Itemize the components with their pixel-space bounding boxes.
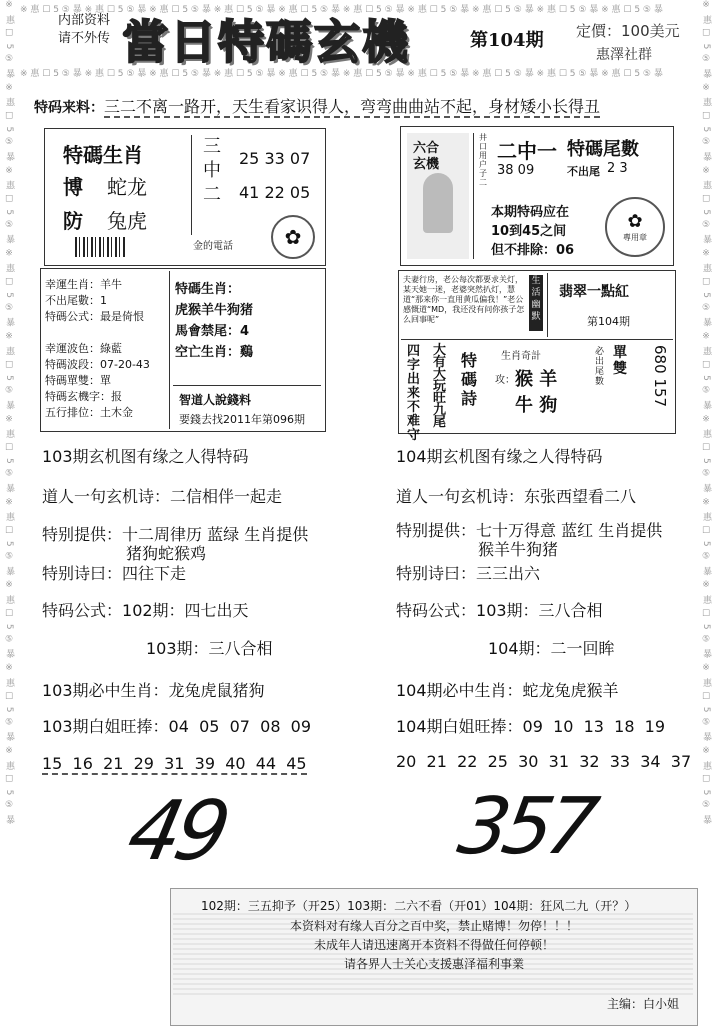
panel-a-sign: 金的電話 — [193, 241, 233, 252]
panel-c-line: 幸運生肖：羊牛 — [45, 278, 122, 291]
right-zodiac: 104期必中生肖：蛇龙兔虎猴羊 — [396, 681, 619, 700]
panel-b-tail-label: 不出尾 — [567, 165, 600, 178]
panel-d-story-tag: 生活幽默 — [529, 275, 543, 331]
panel-c-line: 五行排位：土木金 — [45, 406, 133, 419]
internal-notice-line2: 请不外传 — [57, 31, 110, 46]
left-formula-2: 103期：三八合相 — [146, 639, 273, 658]
left-special-label: 特别提供： — [42, 525, 123, 544]
price-label: 定價：100美元 — [576, 22, 680, 40]
left-nums — [42, 714, 311, 737]
right-special-poem: 特别诗曰：三三出六 — [396, 564, 541, 583]
panel-c-line: 特碼公式：最是倚恨 — [45, 310, 144, 323]
left-nums-1: 04 05 07 08 09 — [168, 717, 312, 736]
right-nums-2: 20 21 22 25 30 31 32 33 34 37 — [396, 752, 692, 771]
right-formula — [396, 598, 603, 621]
sage-figure-icon — [407, 133, 469, 259]
footer-box — [170, 888, 698, 1026]
panel-a-title: 特碼生肖 — [63, 143, 143, 167]
left-special-1: 十二周律历 蓝绿 生肖提供 — [122, 525, 309, 544]
panel-a-line2: 兔虎 — [107, 209, 147, 233]
panel-d-vert-1: 四字出来不难守 — [407, 344, 421, 443]
left-nums-label: 103期白姐旺捧： — [42, 717, 169, 736]
left-formula-label: 特码公式： — [42, 601, 123, 620]
panel-d-story: 夫妻行房，老公每次都要求关灯，某天她一迷，老婆突然扒灯，慧道“那来你一直用黄瓜偏我！”老公感慨道“MD，我还没有问你孩子怎么回事呢” — [403, 275, 525, 324]
right-nums — [396, 714, 665, 737]
internal-notice-line1: 内部资料 — [57, 13, 110, 28]
panel-c-line: 幸運波色：綠藍 — [45, 342, 122, 355]
right-special-1: 七十万得意 蓝红 生肖提供 — [476, 521, 663, 540]
panel-d-pick-label: 必出尾數 — [595, 347, 605, 387]
footer-notice-2: 未成年人请迅速离开本资料不得做任何停顿！ — [313, 938, 554, 952]
left-poem-head: 103期玄机图有缘之人得特码 — [42, 447, 249, 466]
right-special-2: 猴羊牛狗猪 — [478, 540, 559, 559]
right-poem-head: 104期玄机图有缘之人得特码 — [396, 447, 603, 466]
seal-label: 專用章 — [623, 233, 647, 242]
panel-d-zodiac-1: 猴 羊 — [515, 369, 558, 390]
panel-a-nums-row1: 25 33 07 — [239, 149, 311, 168]
panel-c-right-1: 特碼生肖： — [175, 282, 241, 297]
right-decor-strip: ※ 惠 ☐ 5 ⑤ 暴 ※ 惠 ☐ 5 ⑤ 暴 ※ 惠 ☐ 5 ⑤ 暴 ※ 惠 ☐ 5 ⑤ 暴 ※ 惠 ☐ 5 ⑤ 暴 ※ 惠 ☐ 5 ⑤ 暴 ※ 惠 ☐ 5 ⑤ 暴 ※ 惠 ☐ 5 ⑤ 暴 ※ 惠 ☐ 5 ⑤ 暴 ※ 惠 ☐ 5 ⑤ 暴 — [701, 0, 711, 826]
panel-c-lines — [45, 277, 163, 421]
panel-a-nums-row2: 41 22 05 — [239, 183, 311, 202]
right-nums-label: 104期白姐旺捧： — [396, 717, 523, 736]
barcode-icon — [75, 237, 125, 257]
panel-c-right-3: 馬會禁尾：4 — [175, 324, 250, 339]
right-formula-1: 103期：三八合相 — [476, 601, 603, 620]
panel-a-line2-mark: 防 — [63, 209, 83, 233]
panel-b-divider — [473, 133, 474, 259]
footer-notice-3: 请各界人士关心支援惠泽福利事業 — [343, 957, 524, 971]
publisher-label: 惠澤社群 — [596, 47, 652, 63]
panel-d-mark: 攻： — [495, 375, 515, 386]
panel-d-pick-head: 單雙 — [613, 345, 627, 377]
panel-c-right — [175, 279, 253, 363]
top-decor-strip: ※ 惠 ☐ 5 ⑤ 暴 ※ 惠 ☐ 5 ⑤ 暴 ※ 惠 ☐ 5 ⑤ 暴 ※ 惠 ☐ 5 ⑤ 暴 ※ 惠 ☐ 5 ⑤ 暴 ※ 惠 ☐ 5 ⑤ 暴 ※ 惠 ☐ 5 ⑤ 暴 ※ 惠 ☐ 5 ⑤ 暴 ※ 惠 ☐ 5 ⑤ 暴 ※ 惠 ☐ 5 ⑤ 暴 — [20, 5, 663, 14]
panel-b-title-2: 玄機 — [413, 157, 440, 172]
panel-d-zodiac-head: 生肖奇計 — [501, 351, 541, 362]
footer-notices — [171, 917, 697, 974]
panel-c-right-6: 要錢去找2011年第096期 — [179, 413, 305, 426]
footer-editor: 主编：白小姐 — [607, 997, 680, 1011]
left-formula — [42, 598, 249, 621]
panel-special-zodiac — [44, 128, 326, 266]
sage-silhouette — [423, 173, 453, 233]
panel-d-poem-title: 特碼詩 — [461, 351, 478, 408]
panel-a-line1: 蛇龙 — [107, 175, 147, 199]
panel-lucky-info — [40, 268, 326, 432]
left-zodiac: 103期必中生肖：龙兔虎鼠猪狗 — [42, 681, 265, 700]
panel-c-line: 特碼波段：07-20-43 — [45, 358, 150, 371]
issue-number: 第104期 — [470, 30, 544, 51]
panel-b-range-2: 10到45之间 — [491, 224, 567, 239]
panel-c-line: 特碼單雙：單 — [45, 374, 111, 387]
header-decor-strip: ※ 惠 ☐ 5 ⑤ 暴 ※ 惠 ☐ 5 ⑤ 暴 ※ 惠 ☐ 5 ⑤ 暴 ※ 惠 ☐ 5 ⑤ 暴 ※ 惠 ☐ 5 ⑤ 暴 ※ 惠 ☐ 5 ⑤ 暴 ※ 惠 ☐ 5 ⑤ 暴 ※ 惠 ☐ 5 ⑤ 暴 ※ 惠 ☐ 5 ⑤ 暴 ※ 惠 ☐ 5 ⑤ 暴 — [20, 69, 663, 78]
right-special-label: 特别提供： — [396, 521, 477, 540]
panel-b-caption: 井口用户子二 — [479, 133, 487, 187]
panel-c-line: 不出尾數：1 — [45, 294, 107, 307]
left-nums-2: 15 16 21 29 31 39 40 44 45 — [42, 754, 307, 773]
right-formula-label: 特码公式： — [396, 601, 477, 620]
panel-b-range-1: 本期特码应在 — [491, 205, 570, 220]
left-special-poem: 特别诗曰：四往下走 — [42, 564, 187, 583]
left-formula-1: 102期：四七出天 — [122, 601, 249, 620]
footer-notice-1: 本资料对有缘人百分之百中奖，禁止赌博！勿停！！！ — [289, 919, 578, 933]
left-decor-strip: ※ 惠 ☐ 5 ⑤ 暴 ※ 惠 ☐ 5 ⑤ 暴 ※ 惠 ☐ 5 ⑤ 暴 ※ 惠 ☐ 5 ⑤ 暴 ※ 惠 ☐ 5 ⑤ 暴 ※ 惠 ☐ 5 ⑤ 暴 ※ 惠 ☐ 5 ⑤ 暴 ※ 惠 ☐ 5 ⑤ 暴 ※ 惠 ☐ 5 ⑤ 暴 ※ 惠 ☐ 5 ⑤ 暴 — [4, 0, 14, 826]
panel-b-title-1: 六合 — [413, 141, 440, 156]
panel-b-range-3: 但不排除：06 — [491, 243, 575, 258]
panel-c-line: 特碼玄機字：报 — [45, 390, 122, 403]
internal-notice — [44, 12, 124, 48]
right-nums-1: 09 10 13 18 19 — [522, 717, 666, 736]
panel-a-line1-mark: 博 — [63, 175, 83, 199]
panel-b-range — [491, 203, 574, 260]
panel-b-center-top: 二中一 — [497, 139, 557, 163]
panel-b-label: 特碼尾數 — [567, 139, 639, 160]
handwritten-left: 49 — [119, 784, 233, 879]
panel-b-tail-nums: 2 3 — [607, 161, 628, 176]
official-seal-icon: ✿ 專用章 — [605, 197, 665, 257]
panel-d-zodiac-2: 牛 狗 — [515, 395, 558, 416]
panel-c-line-gap — [45, 325, 163, 341]
right-formula-2: 104期：二一回眸 — [488, 639, 615, 658]
right-poem: 道人一句玄机诗：东张西望看二八 — [396, 487, 637, 506]
source-text: 三二不离一路开，天生看家识得人，弯弯曲曲站不起，身材矮小长得丑 — [104, 97, 601, 116]
flower-seal-icon: ✿ — [271, 215, 315, 259]
panel-humor-poem — [398, 270, 676, 443]
source-line — [34, 94, 694, 117]
panel-c-right-2: 虎猴羊牛狗猪 — [175, 303, 254, 318]
panel-d-hr — [401, 339, 673, 340]
page-title: 當日特碼玄機 — [122, 15, 410, 69]
panel-d-right-title: 翡翠一點紅 — [559, 284, 629, 300]
panel-c-right-5: 智道人說錢料 — [179, 393, 252, 407]
panel-d-right-issue: 第104期 — [587, 315, 630, 328]
panel-d-divider-top — [547, 273, 548, 337]
panel-a-divider — [191, 135, 192, 235]
panel-c-right-4: 空亡生肖：鷄 — [175, 345, 254, 360]
panel-mystery — [400, 126, 674, 266]
panel-b-center-nums: 38 09 — [497, 163, 535, 178]
panel-d-pick-nums: 680 157 — [651, 345, 669, 408]
panel-c-hr — [173, 385, 321, 386]
left-poem: 道人一句玄机诗：二信相伴一起走 — [42, 487, 283, 506]
handwritten-right: 357 — [452, 782, 599, 872]
left-special-2: 猪狗蛇猴鸡 — [126, 544, 207, 563]
footer-history: 102期：三五抑予（开25）103期：二六不看（开01）104期：狂风二九（开？） — [201, 899, 637, 913]
panel-c-divider — [169, 271, 170, 429]
panel-a-side-label: 三中二 — [203, 136, 221, 205]
source-label: 特码来料： — [34, 100, 104, 116]
panel-d-vert-2: 大有大玩旺九尾 — [433, 343, 447, 430]
